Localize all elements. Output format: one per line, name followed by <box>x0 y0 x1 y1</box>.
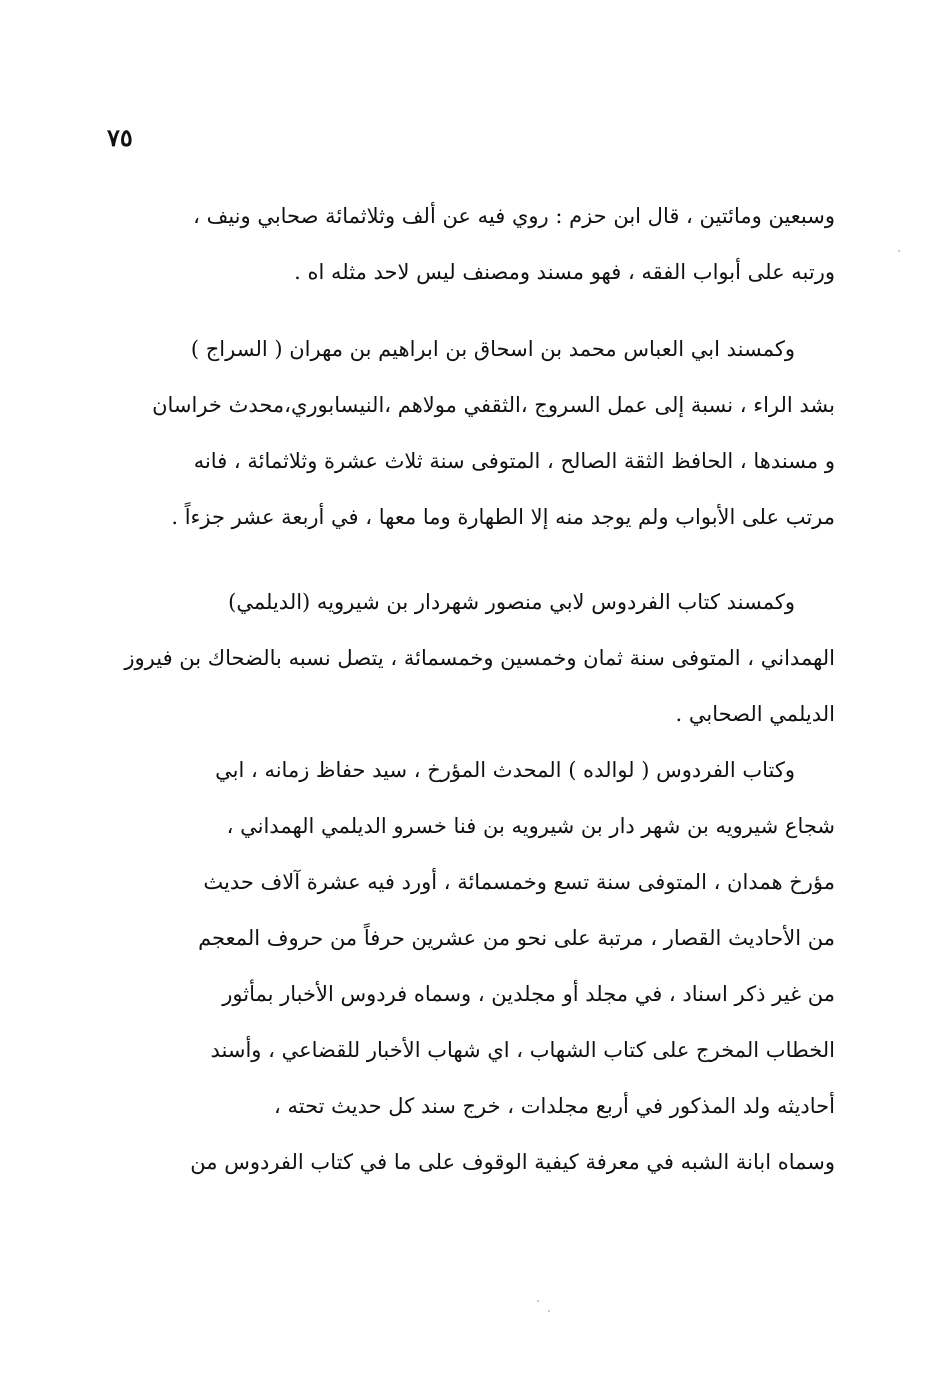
scan-speck <box>537 1300 539 1302</box>
paragraph-4 <box>100 742 835 1190</box>
paragraph-line: الهمداني ، المتوفى سنة ثمان وخمسين وخمسمائة ، يتصل نسبه بالضحاك بن فيروز <box>124 646 835 670</box>
paragraph-line: أحاديثه ولد المذكور في أربع مجلدات ، خرج سند كل حديث تحته ، <box>274 1094 835 1118</box>
paragraph-3 <box>100 574 835 742</box>
paragraph-line: بشد الراء ، نسبة إلى عمل السروج ،الثقفي مولاهم ،النيسابوري،محدث خراسان <box>152 393 835 417</box>
paragraph-line: وسماه ابانة الشبه في معرفة كيفية الوقوف على ما في كتاب الفردوس من <box>190 1150 835 1174</box>
paragraph-line: مؤرخ همدان ، المتوفى سنة تسع وخمسمائة ، أورد فيه عشرة آلاف حديث <box>203 870 835 894</box>
paragraph-line: من غير ذكر اسناد ، في مجلد أو مجلدين ، وسماه فردوس الأخبار بمأثور <box>222 982 835 1006</box>
paragraph-line: الديلمي الصحابي . <box>675 702 835 726</box>
paragraph-line: و مسندها ، الحافظ الثقة الصالح ، المتوفى سنة ثلاث عشرة وثلاثمائة ، فانه <box>193 449 835 473</box>
paragraph-line: الخطاب المخرج على كتاب الشهاب ، اي شهاب الأخبار للقضاعي ، وأسند <box>210 1038 835 1062</box>
paragraph-line: وكمسند كتاب الفردوس لابي منصور شهردار بن شيرويه (الديلمي) <box>228 590 795 614</box>
paragraph-line: شجاع شيرويه بن شهر دار بن شيرويه بن فنا خسرو الديلمي الهمداني ، <box>226 814 835 838</box>
paragraph-2 <box>100 321 835 545</box>
scan-speck <box>898 250 900 252</box>
paragraph-line: ورتبه على أبواب الفقه ، فهو مسند ومصنف ليس لاحد مثله اه . <box>294 260 835 284</box>
paragraph-line: وكتاب الفردوس ( لوالده ) المحدث المؤرخ ، سيد حفاظ زمانه ، ابي <box>215 758 795 782</box>
paragraph-1 <box>100 188 835 300</box>
paragraph-line: مرتب على الأبواب ولم يوجد منه إلا الطهارة وما معها ، في أربعة عشر جزءاً . <box>171 505 835 529</box>
paragraph-line: وسبعين ومائتين ، قال ابن حزم : روي فيه عن ألف وثلاثمائة صحابي ونيف ، <box>193 204 835 228</box>
page-number: ٧٥ <box>107 123 133 152</box>
paragraph-line: وكمسند ابي العباس محمد بن اسحاق بن ابراهيم بن مهران ( السراج ) <box>190 337 795 361</box>
paragraph-line: من الأحاديث القصار ، مرتبة على نحو من عشرين حرفاً من حروف المعجم <box>198 926 835 950</box>
scan-speck <box>548 1310 550 1312</box>
